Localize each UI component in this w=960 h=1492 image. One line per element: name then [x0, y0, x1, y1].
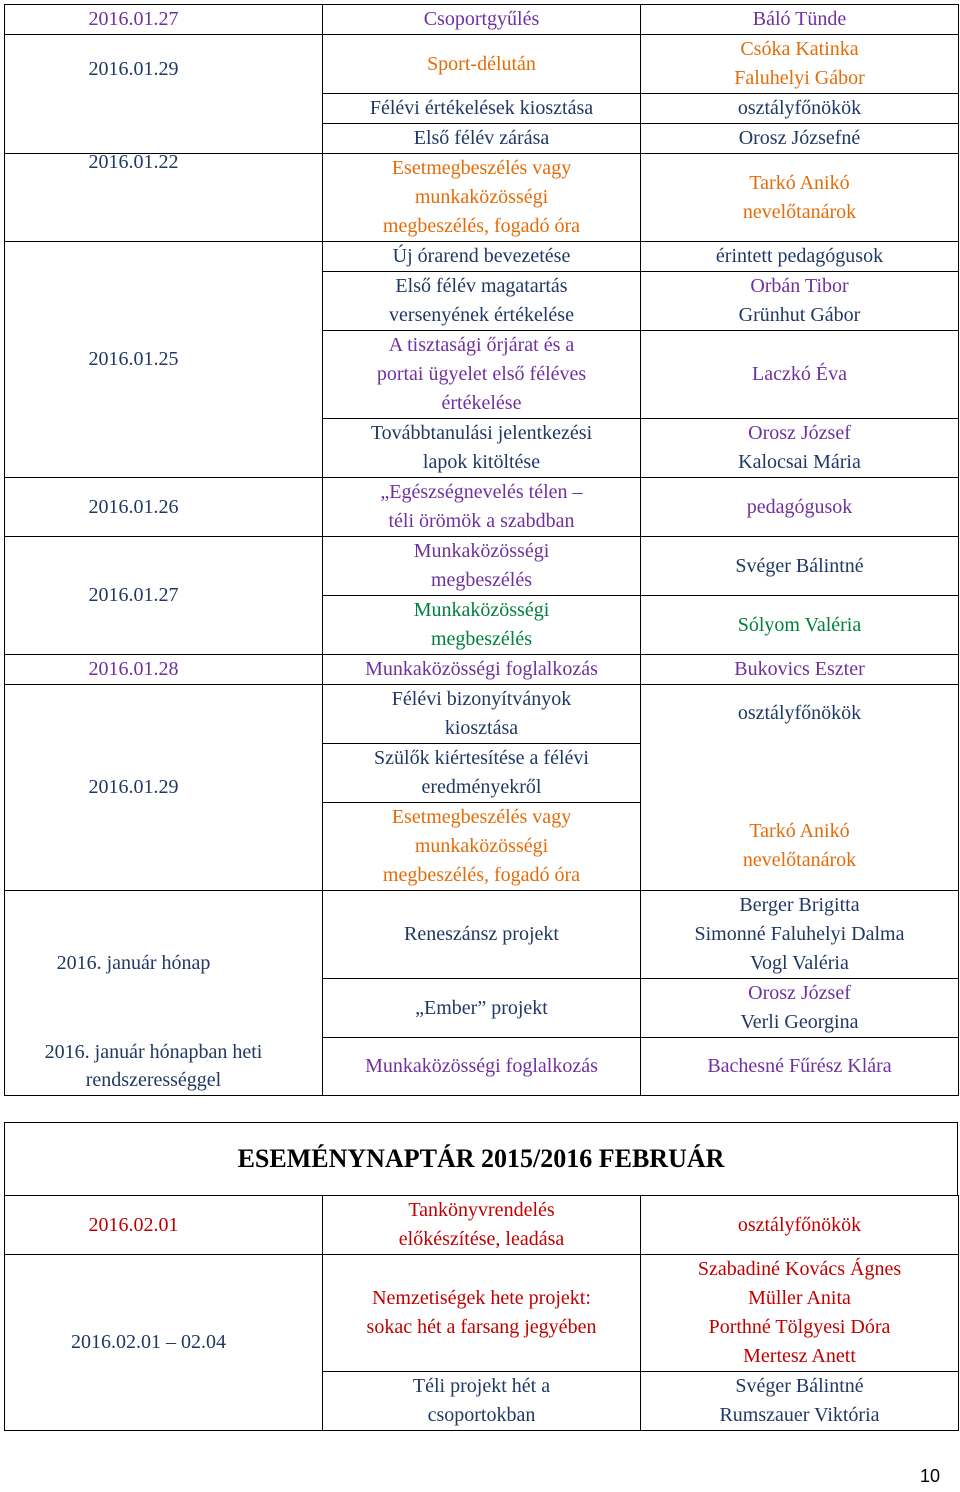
event-line: csoportokban — [427, 1404, 536, 1426]
event-line: Munkaközösségi — [413, 599, 550, 621]
responsible-line: Kalocsai Mária — [738, 451, 861, 473]
event-cell — [323, 1196, 641, 1255]
event-cell — [323, 537, 641, 596]
event-cell — [323, 154, 641, 242]
responsible-cell: pedagógusok — [641, 478, 959, 537]
event-cell — [323, 419, 641, 478]
responsible-line: Csóka Katinka — [740, 38, 859, 60]
responsible-line: Grünhut Gábor — [738, 304, 861, 326]
date-cell — [5, 151, 323, 242]
event-cell — [323, 803, 641, 891]
event-line: eredményekről — [421, 776, 542, 798]
date-cell: 2016.01.27 — [5, 5, 323, 35]
event-cell: Sport-délután — [323, 35, 641, 94]
date-cell: 2016.02.01 – 02.04 — [5, 1255, 323, 1431]
responsible-cell: osztályfőnökök — [641, 685, 959, 803]
responsible-line: Rumszauer Viktória — [719, 1404, 880, 1426]
event-cell — [323, 744, 641, 803]
event-line: portai ügyelet első féléves — [376, 363, 587, 385]
event-line: versenyének értékelése — [389, 304, 574, 326]
event-line: értékelése — [441, 392, 522, 414]
responsible-cell: Bachesné Fűrész Klára — [641, 1038, 959, 1096]
event-cell: Új órarend bevezetése — [323, 242, 641, 272]
responsible-cell: Laczkó Éva — [641, 331, 959, 419]
responsible-line: Orosz József — [748, 422, 851, 444]
event-line: kiosztása — [444, 717, 519, 739]
responsible-cell — [641, 979, 959, 1038]
section-title: ESEMÉNYNAPTÁR 2015/2016 FEBRUÁR — [237, 1144, 725, 1173]
event-cell: Munkaközösségi foglalkozás — [323, 655, 641, 685]
event-cell: Első félév zárása — [323, 124, 641, 154]
event-line: Esetmegbeszélés vagy — [391, 806, 572, 828]
date-cell: 2016.01.29 — [5, 685, 323, 891]
event-line: A tisztasági őrjárat és a — [388, 334, 575, 356]
february-title-banner — [4, 1122, 958, 1196]
event-cell: Félévi értékelések kiosztása — [323, 94, 641, 124]
responsible-cell: Báló Tünde — [641, 5, 959, 35]
responsible-line: Tarkó Anikó — [749, 820, 850, 843]
event-line: Továbbtanulási jelentkezési — [370, 422, 593, 444]
event-cell — [323, 1372, 641, 1431]
event-line: Téli projekt hét a — [412, 1375, 551, 1397]
page-number: 10 — [920, 1466, 941, 1486]
event-line: sokac hét a farsang jegyében — [366, 1316, 597, 1338]
event-line: megbeszélés, fogadó óra — [382, 864, 581, 886]
responsible-cell — [641, 1372, 959, 1431]
responsible-line: nevelőtanárok — [742, 849, 857, 872]
event-line: előkészítése, leadása — [398, 1228, 565, 1250]
responsible-line: Porthné Tölgyesi Dóra — [708, 1316, 891, 1338]
date-cell: 2016.01.25 — [5, 242, 323, 478]
responsible-cell — [641, 419, 959, 478]
responsible-line: Vogl Valéria — [750, 952, 849, 974]
date-cell: 2016.01.29 — [5, 35, 323, 154]
responsible-line: Orbán Tibor — [750, 275, 849, 297]
event-cell — [323, 331, 641, 419]
responsible-cell — [641, 803, 959, 891]
responsible-cell — [641, 35, 959, 94]
responsible-line: Verli Georgina — [740, 1011, 859, 1033]
event-cell — [323, 596, 641, 655]
event-line: Esetmegbeszélés vagy — [391, 157, 572, 179]
date-cell: 2016.01.28 — [5, 655, 323, 685]
event-line: munkaközösségi — [414, 186, 549, 208]
responsible-line: Tarkó Anikó — [749, 171, 850, 194]
responsible-cell: osztályfőnökök — [641, 94, 959, 124]
date-cell: 2016.01.26 — [5, 478, 323, 537]
date-cell: 2016.02.01 — [5, 1196, 323, 1255]
event-cell: Reneszánsz projekt — [323, 891, 641, 979]
event-cell: Csoportgyűlés — [323, 5, 641, 35]
responsible-line: Berger Brigitta — [739, 894, 860, 916]
responsible-cell — [641, 1255, 959, 1372]
responsible-cell: Sólyom Valéria — [641, 596, 959, 655]
responsible-line: Szabadiné Kovács Ágnes — [697, 1258, 902, 1280]
responsible-line: Faluhelyi Gábor — [734, 67, 865, 89]
date-cell: 2016. január hónapban heti rendszerességgel — [5, 1038, 323, 1096]
responsible-cell: Orosz Józsefné — [641, 124, 959, 154]
event-line: Nemzetiségek hete projekt: — [372, 1287, 591, 1309]
january-calendar-table — [4, 4, 959, 1096]
responsible-line: Müller Anita — [748, 1287, 851, 1309]
responsible-cell — [641, 891, 959, 979]
responsible-cell: Bukovics Eszter — [641, 655, 959, 685]
event-line: Munkaközösségi — [413, 540, 550, 562]
responsible-line: Simonné Faluhelyi Dalma — [694, 923, 905, 945]
responsible-line: Svéger Bálintné — [735, 1375, 864, 1397]
event-cell: Munkaközösségi foglalkozás — [323, 1038, 641, 1096]
event-line: „Egészségnevelés télen – — [380, 481, 583, 503]
february-calendar-table — [4, 1195, 959, 1431]
responsible-cell: érintett pedagógusok — [641, 242, 959, 272]
event-line: munkaközösségi — [414, 835, 549, 857]
event-line: lapok kitöltése — [422, 451, 541, 473]
responsible-line: nevelőtanárok — [742, 200, 857, 223]
event-line: Tankönyvrendelés — [408, 1199, 555, 1221]
event-cell — [323, 1255, 641, 1372]
event-cell — [323, 272, 641, 331]
event-line: Félévi bizonyítványok — [391, 688, 572, 710]
event-line: megbeszélés — [430, 628, 533, 650]
event-cell — [323, 685, 641, 744]
date-text: 2016.01.22 — [88, 151, 179, 173]
event-line: megbeszélés — [430, 569, 533, 591]
date-cell: 2016.01.27 — [5, 537, 323, 655]
responsible-line: Orosz József — [748, 982, 851, 1004]
event-line: Első félév magatartás — [395, 275, 568, 297]
event-line: Szülők kiértesítése a félévi — [374, 747, 589, 769]
responsible-cell: Svéger Bálintné — [641, 537, 959, 596]
responsible-cell — [641, 272, 959, 331]
responsible-line: Mertesz Anett — [743, 1345, 856, 1367]
event-line: téli örömök a szabdban — [388, 510, 575, 532]
date-cell: 2016. január hónap — [5, 891, 323, 1038]
event-cell: „Ember” projekt — [323, 979, 641, 1038]
event-line: megbeszélés, fogadó óra — [382, 215, 581, 237]
responsible-cell: osztályfőnökök — [641, 1196, 959, 1255]
responsible-cell — [641, 154, 959, 242]
event-cell — [323, 478, 641, 537]
